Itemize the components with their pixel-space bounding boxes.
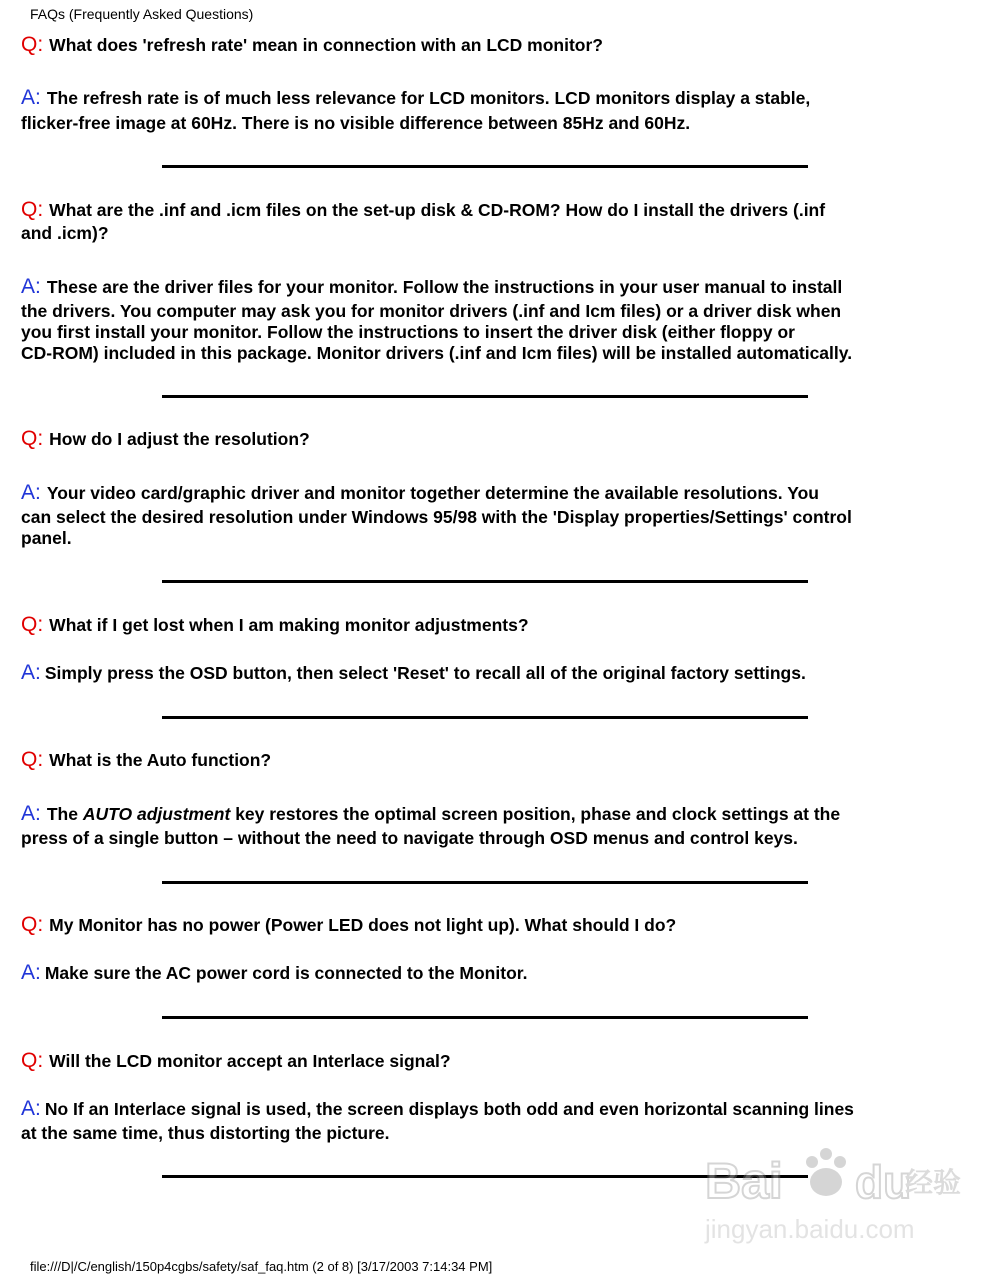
answer-tag: A: bbox=[21, 86, 41, 109]
answer-text-prefix: The bbox=[46, 804, 78, 824]
answer-text-line: press of a single button – without the need to navigate through OSD menus and control keys. bbox=[21, 828, 798, 848]
faq-answer-4 bbox=[21, 662, 956, 684]
question-tag: Q: bbox=[21, 913, 44, 936]
page-header-title: FAQs (Frequently Asked Questions) bbox=[30, 6, 254, 22]
faq-question-4 bbox=[21, 614, 956, 636]
answer-text-line: you first install your monitor. Follow the instructions to insert the driver disk (either floppy or bbox=[21, 322, 795, 342]
faq-answer-1 bbox=[21, 87, 956, 134]
answer-text-line: Make sure the AC power cord is connected to the Monitor. bbox=[44, 963, 528, 983]
answer-tag: A: bbox=[21, 275, 41, 298]
answer-text-line: the drivers. You computer may ask you for monitor drivers (.inf and Icm files) or a driver disk when bbox=[21, 301, 842, 321]
answer-text-line: No If an Interlace signal is used, the screen displays both odd and even horizontal scanning lines bbox=[44, 1099, 854, 1119]
answer-text-line: Simply press the OSD button, then select 'Reset' to recall all of the original factory settings. bbox=[44, 663, 806, 683]
answer-tag: A: bbox=[21, 802, 41, 825]
question-tag: Q: bbox=[21, 1049, 44, 1072]
faq-question-5 bbox=[21, 749, 956, 771]
question-text-line: What are the .inf and .icm files on the set-up disk & CD-ROM? How do I install the drivers (.inf bbox=[49, 200, 826, 220]
divider bbox=[162, 881, 808, 884]
svg-text:du: du bbox=[855, 1156, 912, 1208]
question-text: My Monitor has no power (Power LED does not light up). What should I do? bbox=[49, 915, 677, 935]
question-tag: Q: bbox=[21, 748, 44, 771]
faq-answer-7 bbox=[21, 1098, 956, 1144]
faq-question-6 bbox=[21, 914, 956, 936]
faq-answer-3 bbox=[21, 482, 956, 549]
faq-answer-6 bbox=[21, 962, 956, 984]
faq-question-1 bbox=[21, 34, 956, 56]
question-tag: Q: bbox=[21, 427, 44, 450]
answer-text-line: flicker-free image at 60Hz. There is no visible difference between 85Hz and 60Hz. bbox=[21, 113, 691, 133]
question-text: What does 'refresh rate' mean in connection with an LCD monitor? bbox=[49, 35, 603, 55]
divider bbox=[162, 395, 808, 398]
faq-question-2 bbox=[21, 199, 956, 244]
question-text: What is the Auto function? bbox=[49, 750, 272, 770]
answer-tag: A: bbox=[21, 481, 41, 504]
question-tag: Q: bbox=[21, 198, 44, 221]
answer-tag: A: bbox=[21, 961, 41, 984]
svg-text:经验: 经验 bbox=[905, 1166, 962, 1199]
page-footer-path: file:///D|/C/english/150p4cgbs/safety/saf_faq.htm (2 of 8) [3/17/2003 7:14:34 PM] bbox=[30, 1259, 493, 1274]
question-tag: Q: bbox=[21, 33, 44, 56]
question-text-line: and .icm)? bbox=[21, 223, 109, 243]
answer-text-line: The refresh rate is of much less relevance for LCD monitors. LCD monitors display a stable, bbox=[46, 88, 811, 108]
divider bbox=[162, 716, 808, 719]
question-tag: Q: bbox=[21, 613, 44, 636]
answer-text-line: at the same time, thus distorting the picture. bbox=[21, 1123, 390, 1143]
divider bbox=[162, 1016, 808, 1019]
faq-question-7 bbox=[21, 1050, 956, 1072]
svg-text:Bai: Bai bbox=[705, 1153, 783, 1209]
faq-answer-2 bbox=[21, 276, 956, 364]
question-text: Will the LCD monitor accept an Interlace signal? bbox=[49, 1051, 451, 1071]
answer-text-line: These are the driver files for your monitor. Follow the instructions in your user manual to install bbox=[46, 277, 843, 297]
answer-text-line: Your video card/graphic driver and monitor together determine the available resolutions. You bbox=[46, 483, 819, 503]
answer-text-line: panel. bbox=[21, 528, 72, 548]
baidu-jingyan-watermark bbox=[700, 1140, 962, 1250]
answer-tag: A: bbox=[21, 1097, 41, 1120]
svg-text:jingyan.baidu.com: jingyan.baidu.com bbox=[705, 1214, 915, 1244]
divider bbox=[162, 165, 808, 168]
answer-text-suffix: key restores the optimal screen position, phase and clock settings at the bbox=[235, 804, 841, 824]
answer-text-line: CD-ROM) included in this package. Monitor drivers (.inf and Icm files) will be installed automatically. bbox=[21, 343, 853, 363]
auto-adjustment-key-name: AUTO adjustment bbox=[82, 804, 231, 824]
answer-text-line: can select the desired resolution under Windows 95/98 with the 'Display properties/Settings' control bbox=[21, 507, 852, 527]
faq-answer-5 bbox=[21, 803, 956, 849]
question-text: How do I adjust the resolution? bbox=[49, 429, 310, 449]
faq-question-3 bbox=[21, 428, 956, 450]
question-text: What if I get lost when I am making monitor adjustments? bbox=[49, 615, 529, 635]
divider bbox=[162, 580, 808, 583]
answer-tag: A: bbox=[21, 661, 41, 684]
